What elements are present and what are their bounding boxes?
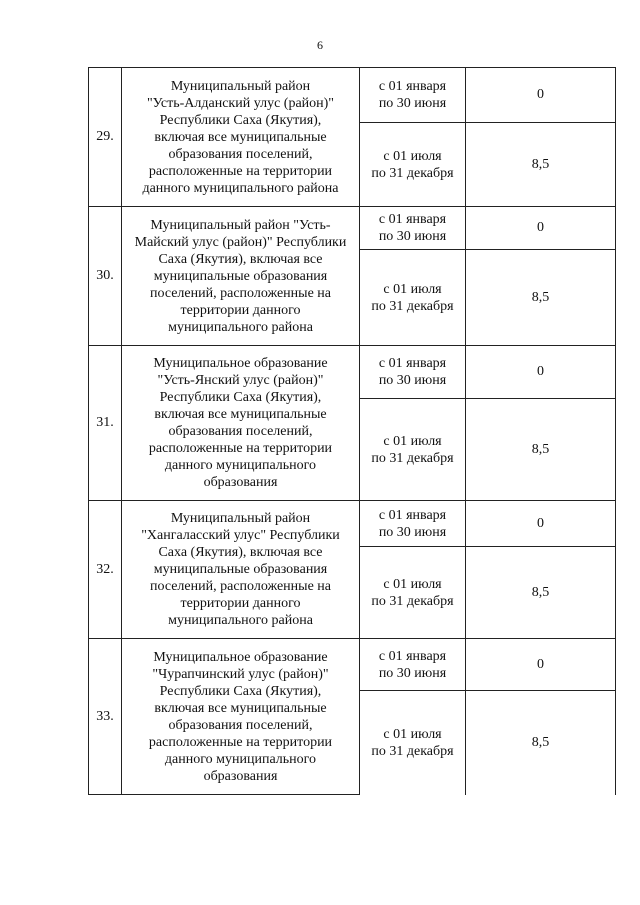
- period-label: с 01 января по 30 июня: [360, 207, 466, 250]
- rate-value: 8,5: [466, 547, 616, 639]
- period-label: с 01 июля по 31 декабря: [360, 691, 466, 795]
- rate-value: 8,5: [466, 691, 616, 795]
- rate-value: 0: [466, 346, 616, 399]
- row-number: 29.: [89, 68, 122, 207]
- table-row: [89, 68, 616, 123]
- table-row: [89, 346, 616, 399]
- row-number: 30.: [89, 207, 122, 346]
- period-label: с 01 января по 30 июня: [360, 639, 466, 691]
- rate-value: 0: [466, 207, 616, 250]
- municipality-name: Муниципальный район "Хангаласский улус" Республики Саха (Якутия), включая все муниципальные образования поселений, расположенные на территории данного муниципального района: [122, 501, 360, 639]
- rate-value: 8,5: [466, 399, 616, 501]
- municipality-name: Муниципальное образование "Усть-Янский улус (район)" Республики Саха (Якутия), включая все муниципальные образования поселений, расположенные на территории данного муниципального образования: [122, 346, 360, 501]
- period-label: с 01 января по 30 июня: [360, 68, 466, 123]
- rate-value: 0: [466, 639, 616, 691]
- period-label: с 01 января по 30 июня: [360, 501, 466, 547]
- municipality-name: Муниципальное образование "Чурапчинский улус (район)" Республики Саха (Якутия), включая все муниципальные образования поселений, расположенные на территории данного муниципального образования: [122, 639, 360, 795]
- row-number: 33.: [89, 639, 122, 795]
- row-number: 32.: [89, 501, 122, 639]
- rate-value: 8,5: [466, 250, 616, 346]
- rate-value: 0: [466, 501, 616, 547]
- page-number: 6: [317, 38, 323, 52]
- municipality-name: Муниципальный район "Усть-Алданский улус (район)" Республики Саха (Якутия), включая все муниципальные образования поселений, расположенные на территории данного муниципального района: [122, 68, 360, 207]
- period-label: с 01 января по 30 июня: [360, 346, 466, 399]
- period-label: с 01 июля по 31 декабря: [360, 123, 466, 207]
- table-row: [89, 207, 616, 250]
- period-label: с 01 июля по 31 декабря: [360, 547, 466, 639]
- row-number: 31.: [89, 346, 122, 501]
- municipality-name: Муниципальный район "Усть- Майский улус (район)" Республики Саха (Якутия), включая все муниципальные образования поселений, расположенные на территории данного муниципального района: [122, 207, 360, 346]
- rate-value: 8,5: [466, 123, 616, 207]
- table-row: [89, 639, 616, 691]
- period-label: с 01 июля по 31 декабря: [360, 250, 466, 346]
- regions-table: [88, 67, 616, 795]
- table-row: [89, 501, 616, 547]
- period-label: с 01 июля по 31 декабря: [360, 399, 466, 501]
- rate-value: 0: [466, 68, 616, 123]
